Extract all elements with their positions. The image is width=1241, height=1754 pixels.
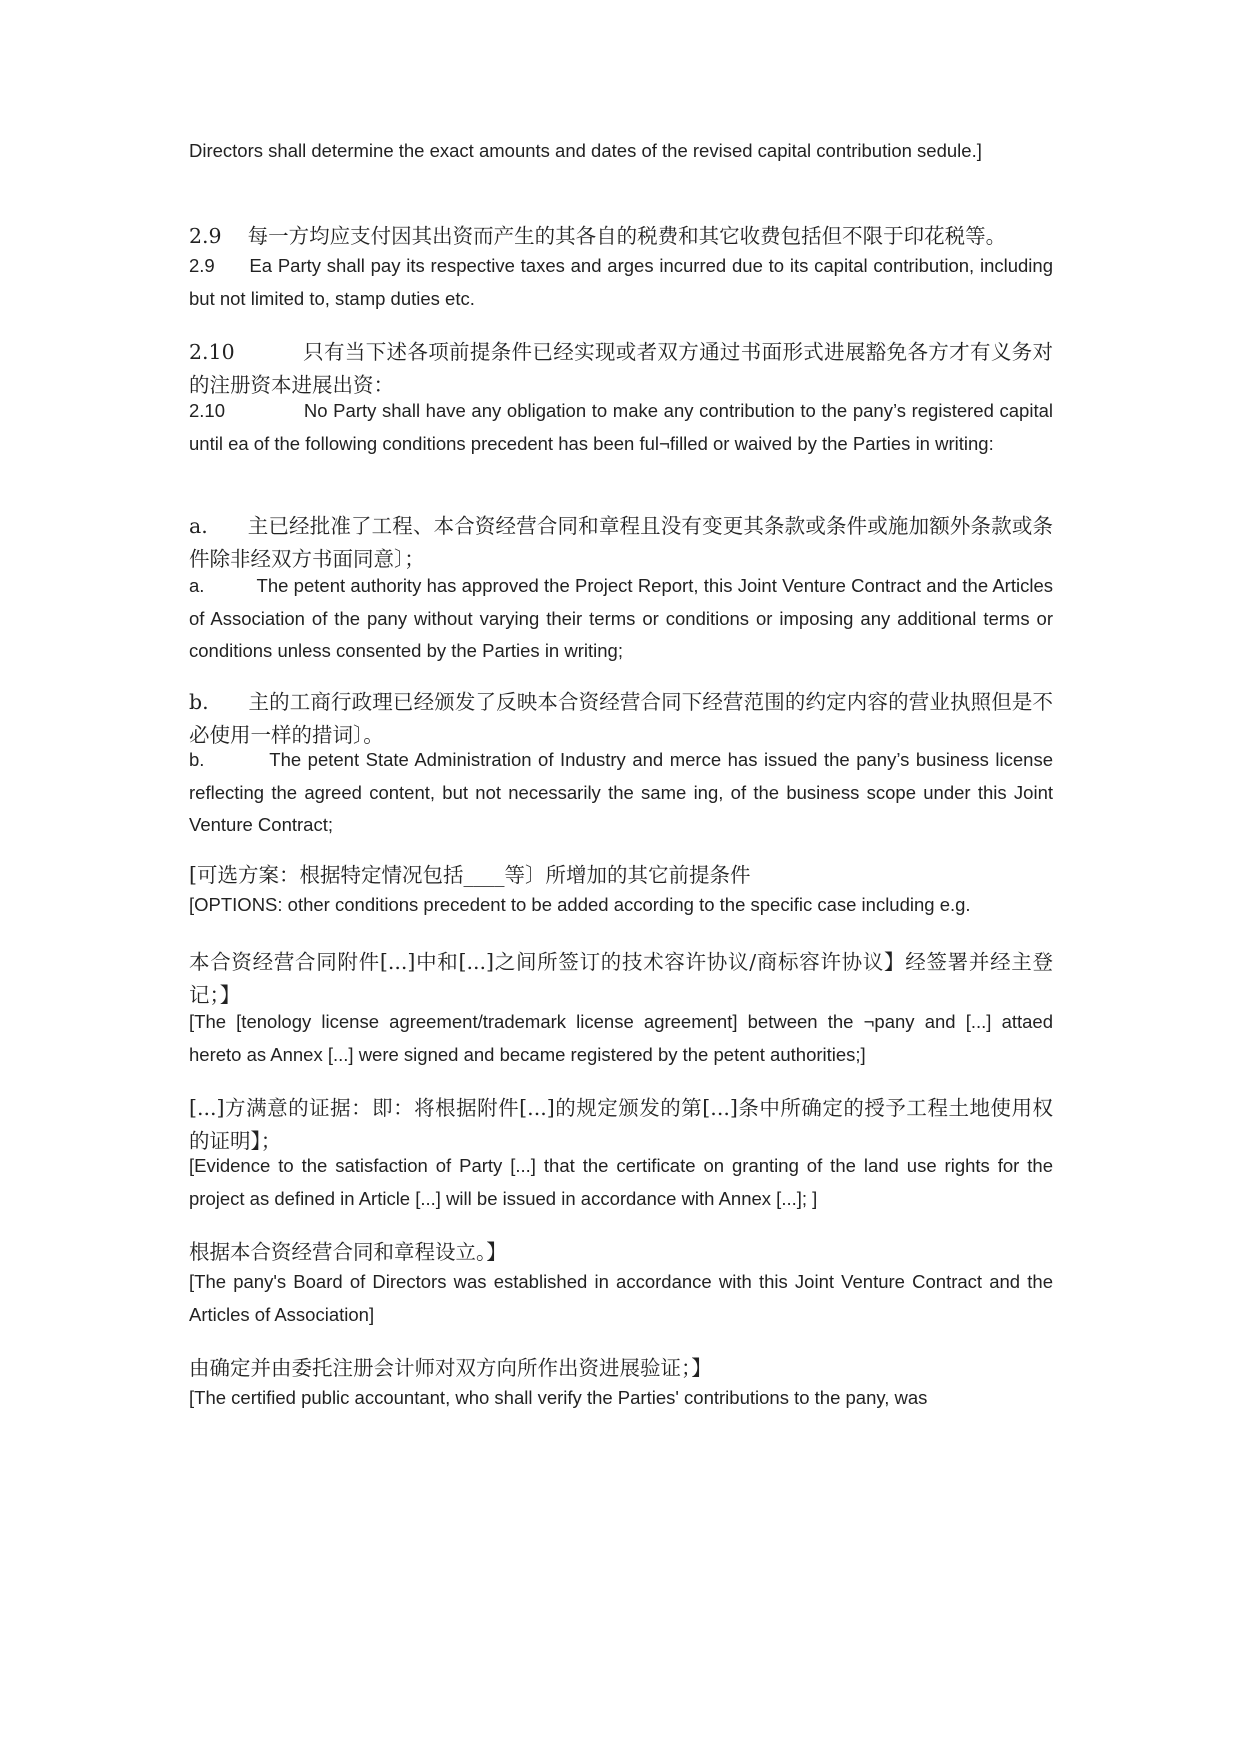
option-land-use-en: [Evidence to the satisfaction of Party [...] that the certificate on granting of the land use rights for the project as defined in Article [...] will be issued in accordance with Annex [...]; ] xyxy=(189,1155,1053,1209)
condition-a-zh: a. 主已经批准了工程、本合资经营合同和章程且没有变更其条款或条件或施加额外条款或条件除非经双方书面同意〕； xyxy=(189,514,1053,571)
clause-2-9-en: 2.9 Ea Party shall pay its respective taxes and arges incurred due to its capital contribution, including but not limited to, stamp duties etc. xyxy=(189,255,1059,309)
condition-a-en: a. The petent authority has approved the Project Report, this Joint Venture Contract and the Articles of Association of the pany without varying their terms or conditions or imposing any additional terms or conditions unless consented by the Parties in writing; xyxy=(189,575,1059,661)
option-land-use-zh: [...]方满意的证据：即：将根据附件[...]的规定颁发的第[...]条中所确定的授予工程土地使用权的证明】； xyxy=(189,1096,1053,1153)
option-accountant-zh: 由确定并由委托注册会计师对双方向所作出资进展验证；】 xyxy=(189,1356,712,1380)
condition-b-zh: b. 主的工商行政理已经颁发了反映本合资经营合同下经营范围的约定内容的营业执照但是不必使用一样的措词〕。 xyxy=(189,690,1053,747)
option-board-zh: 根据本合资经营合同和章程设立。】 xyxy=(189,1240,507,1264)
option-license-en: [The [tenology license agreement/trademark license agreement] between the ¬pany and [...] attaed hereto as Annex [...] were signed and became registered by the petent authorities;] xyxy=(189,1011,1053,1065)
clause-2-10-en: 2.10 No Party shall have any obligation to make any contribution to the pany’s registered capital until ea of the following conditions precedent has been ful¬filled or waived by the Parties in writing: xyxy=(189,400,1059,454)
clause-2-10-zh: 2.10 只有当下述各项前提条件已经实现或者双方通过书面形式进展豁免各方才有义务对的注册资本进展出资： xyxy=(189,340,1053,397)
options-heading-en: [OPTIONS: other conditions precedent to be added according to the specific case including e.g. xyxy=(189,894,971,915)
paragraph-revised-schedule-en: Directors shall determine the exact amounts and dates of the revised capital contribution sedule.] xyxy=(189,140,982,161)
option-license-zh: 本合资经营合同附件[...]中和[...]之间所签订的技术容许协议/商标容许协议】经签署并经主登记；】 xyxy=(189,950,1053,1007)
clause-2-9-zh: 2.9 每一方均应支付因其出资而产生的其各自的税费和其它收费包括但不限于印花税等。 xyxy=(189,224,1007,248)
options-heading-zh: [可选方案：根据特定情况包括____等〕所增加的其它前提条件 xyxy=(189,863,751,887)
option-accountant-en: [The certified public accountant, who shall verify the Parties' contributions to the pany, was xyxy=(189,1387,928,1408)
condition-b-en: b. The petent State Administration of Industry and merce has issued the pany’s business license reflecting the agreed content, but not necessarily the same ing, of the business scope under this Joint Venture Contract; xyxy=(189,749,1074,835)
option-board-en: [The pany's Board of Directors was established in accordance with this Joint Venture Contract and the Articles of Association] xyxy=(189,1271,1053,1325)
